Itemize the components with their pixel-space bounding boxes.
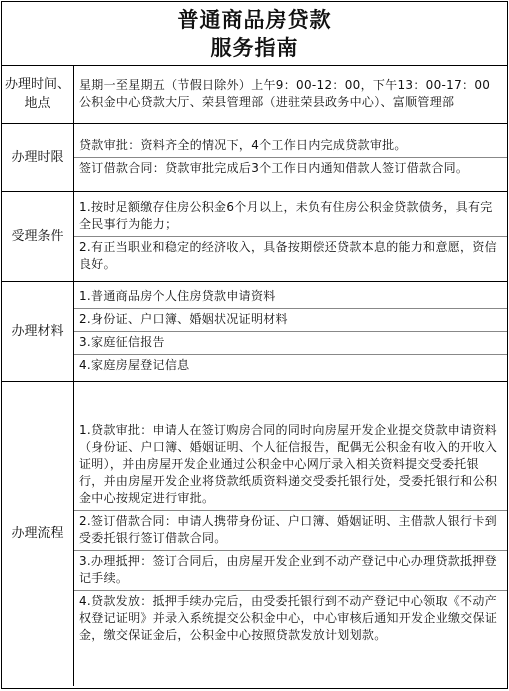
process-step-4: 4.贷款发放：抵押手续办完后，由受委托银行到不动产登记中心领取《不动产权登记证明》并录入系统提交公积金中心，中心审核后通知开发企业缴交保证金，缴交保证金后，公积金中心按照贷款发放计划划款。 — [74, 590, 507, 647]
label-conditions: 受理条件 — [2, 191, 74, 281]
time-limit-approval: 贷款审批：资料齐全的情况下，4个工作日内完成贷款审批。 — [79, 137, 407, 152]
row-conditions — [2, 191, 507, 281]
material-item-3: 3.家庭征信报告 — [74, 331, 507, 354]
label-process: 办理流程 — [2, 381, 74, 686]
content-time-place — [74, 66, 508, 123]
time-place-text: 星期一至星期五（节假日除外）上午9：00-12：00，下午13：00-17：00 公积金中心贷款大厅、荣县管理部（进驻荣县政务中心）、富顺管理部 — [79, 77, 503, 109]
material-item-1: 1.普通商品房个人住房贷款申请资料 — [79, 288, 276, 303]
service-guide-sheet — [1, 1, 508, 689]
content-conditions — [74, 191, 508, 281]
title-block — [2, 2, 507, 66]
label-time-limit: 办理时限 — [2, 123, 74, 191]
condition-item-2: 2.有正当职业和稳定的经济收入，具备按期偿还贷款本息的能力和意愿，资信良好。 — [74, 236, 507, 276]
row-time-place — [2, 66, 507, 123]
condition-item-1: 1.按时足额缴存住房公积金6个月以上，未负有住房公积金贷款债务，具有完全民事行为能力； — [79, 199, 493, 231]
time-limit-contract: 签订借款合同：贷款审批完成后3个工作日内通知借款人签订借款合同。 — [74, 157, 507, 180]
content-materials — [74, 281, 508, 381]
label-time-place: 办理时间、地点 — [2, 66, 74, 123]
page-subtitle: 服务指南 — [210, 36, 299, 60]
row-time-limit — [2, 123, 507, 191]
content-process — [74, 381, 508, 686]
row-materials — [2, 281, 507, 381]
material-item-2: 2.身份证、户口簿、婚姻状况证明材料 — [74, 308, 507, 331]
material-item-4: 4.家庭房屋登记信息 — [74, 354, 507, 377]
label-materials: 办理材料 — [2, 281, 74, 381]
guide-table — [2, 66, 507, 686]
process-step-1: 1.贷款审批：申请人在签订购房合同的同时向房屋开发企业提交贷款申请资料（身份证、户口簿、婚姻证明、个人征信报告，配偶无公积金有收入的开收入证明），并由房屋开发企业通过公积金中心网厅录入相关资料提交受委托银行，并由房屋开发企业将贷款纸质资料递交受委托银行处，受委托银行和公积金中心按规定进行审批。 — [79, 423, 498, 506]
row-process — [2, 381, 507, 686]
page-title: 普通商品房贷款 — [177, 8, 332, 32]
process-step-2: 2.签订借款合同：申请人携带身份证、户口簿、婚姻证明、主借款人银行卡到受委托银行签订借款合同。 — [74, 510, 507, 550]
process-step-3: 3.办理抵押：签订合同后，由房屋开发企业到不动产登记中心办理贷款抵押登记手续。 — [74, 550, 507, 590]
content-time-limit — [74, 123, 508, 191]
